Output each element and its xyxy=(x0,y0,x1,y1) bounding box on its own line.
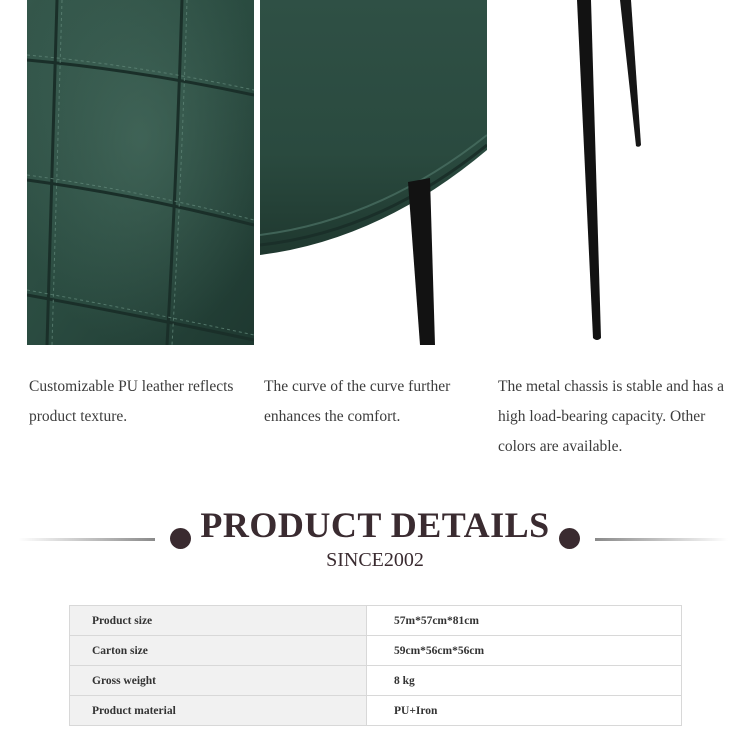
spec-label: Product material xyxy=(70,696,367,726)
seat-curve-photo xyxy=(260,0,487,345)
section-subtitle: SINCE2002 xyxy=(326,549,424,571)
spec-value: 8 kg xyxy=(367,666,682,696)
heading-dot-right xyxy=(559,528,580,549)
spec-row xyxy=(70,666,682,696)
spec-label: Carton size xyxy=(70,636,367,666)
spec-label: Gross weight xyxy=(70,666,367,696)
spec-value: 59cm*56cm*56cm xyxy=(367,636,682,666)
section-title: PRODUCT DETAILS xyxy=(200,505,550,545)
caption-leather: Customizable PU leather reflects product texture. xyxy=(29,378,234,425)
spec-row xyxy=(70,636,682,666)
spec-label: Product size xyxy=(70,606,367,636)
metal-legs-photo xyxy=(493,0,723,345)
spec-row xyxy=(70,696,682,726)
spec-table xyxy=(69,605,682,726)
quilted-leather-photo xyxy=(27,0,254,345)
spec-value: 57m*57cm*81cm xyxy=(367,606,682,636)
heading-divider-right xyxy=(595,538,728,541)
caption-curve: The curve of the curve further enhances the comfort. xyxy=(264,378,451,425)
spec-row xyxy=(70,606,682,636)
caption-chassis: The metal chassis is stable and has a high load-bearing capacity. Other colors are available. xyxy=(498,378,724,455)
spec-value: PU+Iron xyxy=(367,696,682,726)
